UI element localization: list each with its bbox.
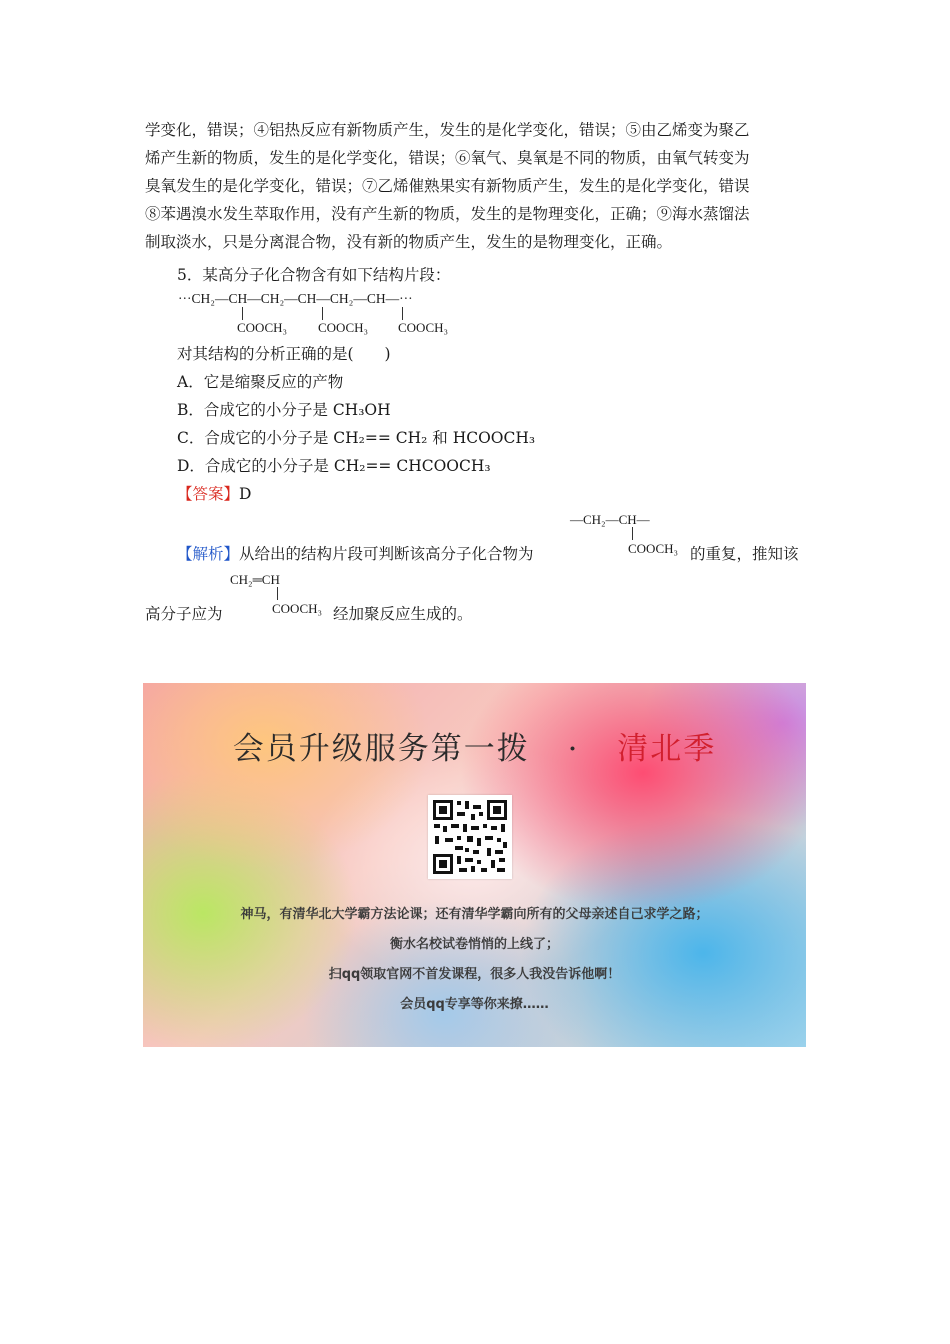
answer-label: 【答案】 bbox=[177, 485, 240, 503]
option-d: D．合成它的小分子是 CH₂== CHCOOCH₃ bbox=[177, 457, 491, 475]
paragraph-line: 烯产生新的物质，发生的是化学变化，错误；⑥氧气、臭氧是不同的物质，由氧气转变为 bbox=[145, 149, 750, 167]
paragraph-line: ⑧苯遇溴水发生萃取作用，没有产生新的物质，发生的是物理变化，正确；⑨海水蒸馏法 bbox=[145, 205, 750, 223]
side-group: COOCH₃ bbox=[398, 320, 449, 335]
banner-title bbox=[143, 723, 806, 768]
option-c: C．合成它的小分子是 CH₂== CH₂ 和 HCOOCH₃ bbox=[177, 429, 536, 447]
question-prompt: 对其结构的分析正确的是( ) bbox=[177, 345, 391, 363]
repeat-unit-chain: —CH₂—CH— bbox=[570, 512, 650, 527]
side-bond bbox=[242, 307, 243, 320]
side-group: COOCH₃ bbox=[318, 320, 369, 335]
answer-line bbox=[177, 483, 251, 505]
banner-line: 会员qq专享等你来撩…… bbox=[400, 997, 549, 1012]
monomer-bond bbox=[277, 587, 278, 600]
banner-line: 扫qq领取官网不首发课程，很多人我没告诉他啊！ bbox=[328, 967, 621, 982]
analysis-text-tail: 的重复，推知该 bbox=[690, 545, 799, 563]
banner-line: 神马，有清华北大学霸方法论课；还有清华学霸向所有的父母亲述自己求学之路； bbox=[240, 907, 709, 922]
banner-title-accent: 清北季 bbox=[617, 731, 717, 767]
monomer-chain: CH₂═CH bbox=[230, 572, 280, 587]
paragraph-line: 学变化，错误；④铝热反应有新物质产生，发生的是化学变化，错误；⑤由乙烯变为聚乙 bbox=[145, 121, 750, 139]
repeat-unit-group: COOCH₃ bbox=[628, 541, 679, 556]
analysis-label: 【解析】 bbox=[177, 545, 240, 563]
promo-banner[interactable] bbox=[143, 683, 806, 1047]
banner-line: 衡水名校试卷悄悄的上线了； bbox=[389, 937, 559, 952]
monomer-group: COOCH₃ bbox=[272, 601, 323, 616]
qr-code-icon[interactable] bbox=[428, 795, 512, 879]
side-bond bbox=[322, 307, 323, 320]
question-stem: 5．某高分子化合物含有如下结构片段： bbox=[177, 266, 451, 284]
repeat-unit-bond bbox=[632, 527, 633, 540]
explanation-paragraph bbox=[145, 116, 807, 256]
side-group: COOCH₃ bbox=[237, 320, 288, 335]
answer-value: D bbox=[239, 485, 252, 503]
polymer-chain: ···CH₂—CH—CH₂—CH—CH₂—CH—··· bbox=[178, 291, 413, 306]
banner-title-dot: · bbox=[567, 731, 580, 767]
paragraph-line: 制取淡水，只是分离混合物，没有新的物质产生，发生的是物理变化，正确。 bbox=[145, 233, 673, 251]
banner-title-main: 会员升级服务第一拨 bbox=[232, 731, 530, 767]
analysis-line-2-tail: 经加聚反应生成的。 bbox=[333, 605, 473, 623]
option-a: A．它是缩聚反应的产物 bbox=[177, 373, 344, 391]
side-bond bbox=[402, 307, 403, 320]
analysis-text: 从给出的结构片段可判断该高分子化合物为 bbox=[239, 545, 534, 563]
analysis-line-1 bbox=[177, 543, 534, 565]
option-b: B．合成它的小分子是 CH₃OH bbox=[177, 401, 391, 419]
paragraph-line: 臭氧发生的是化学变化，错误；⑦乙烯催熟果实有新物质产生，发生的是化学变化，错误 bbox=[145, 177, 750, 195]
analysis-line-2: 高分子应为 bbox=[145, 605, 223, 623]
